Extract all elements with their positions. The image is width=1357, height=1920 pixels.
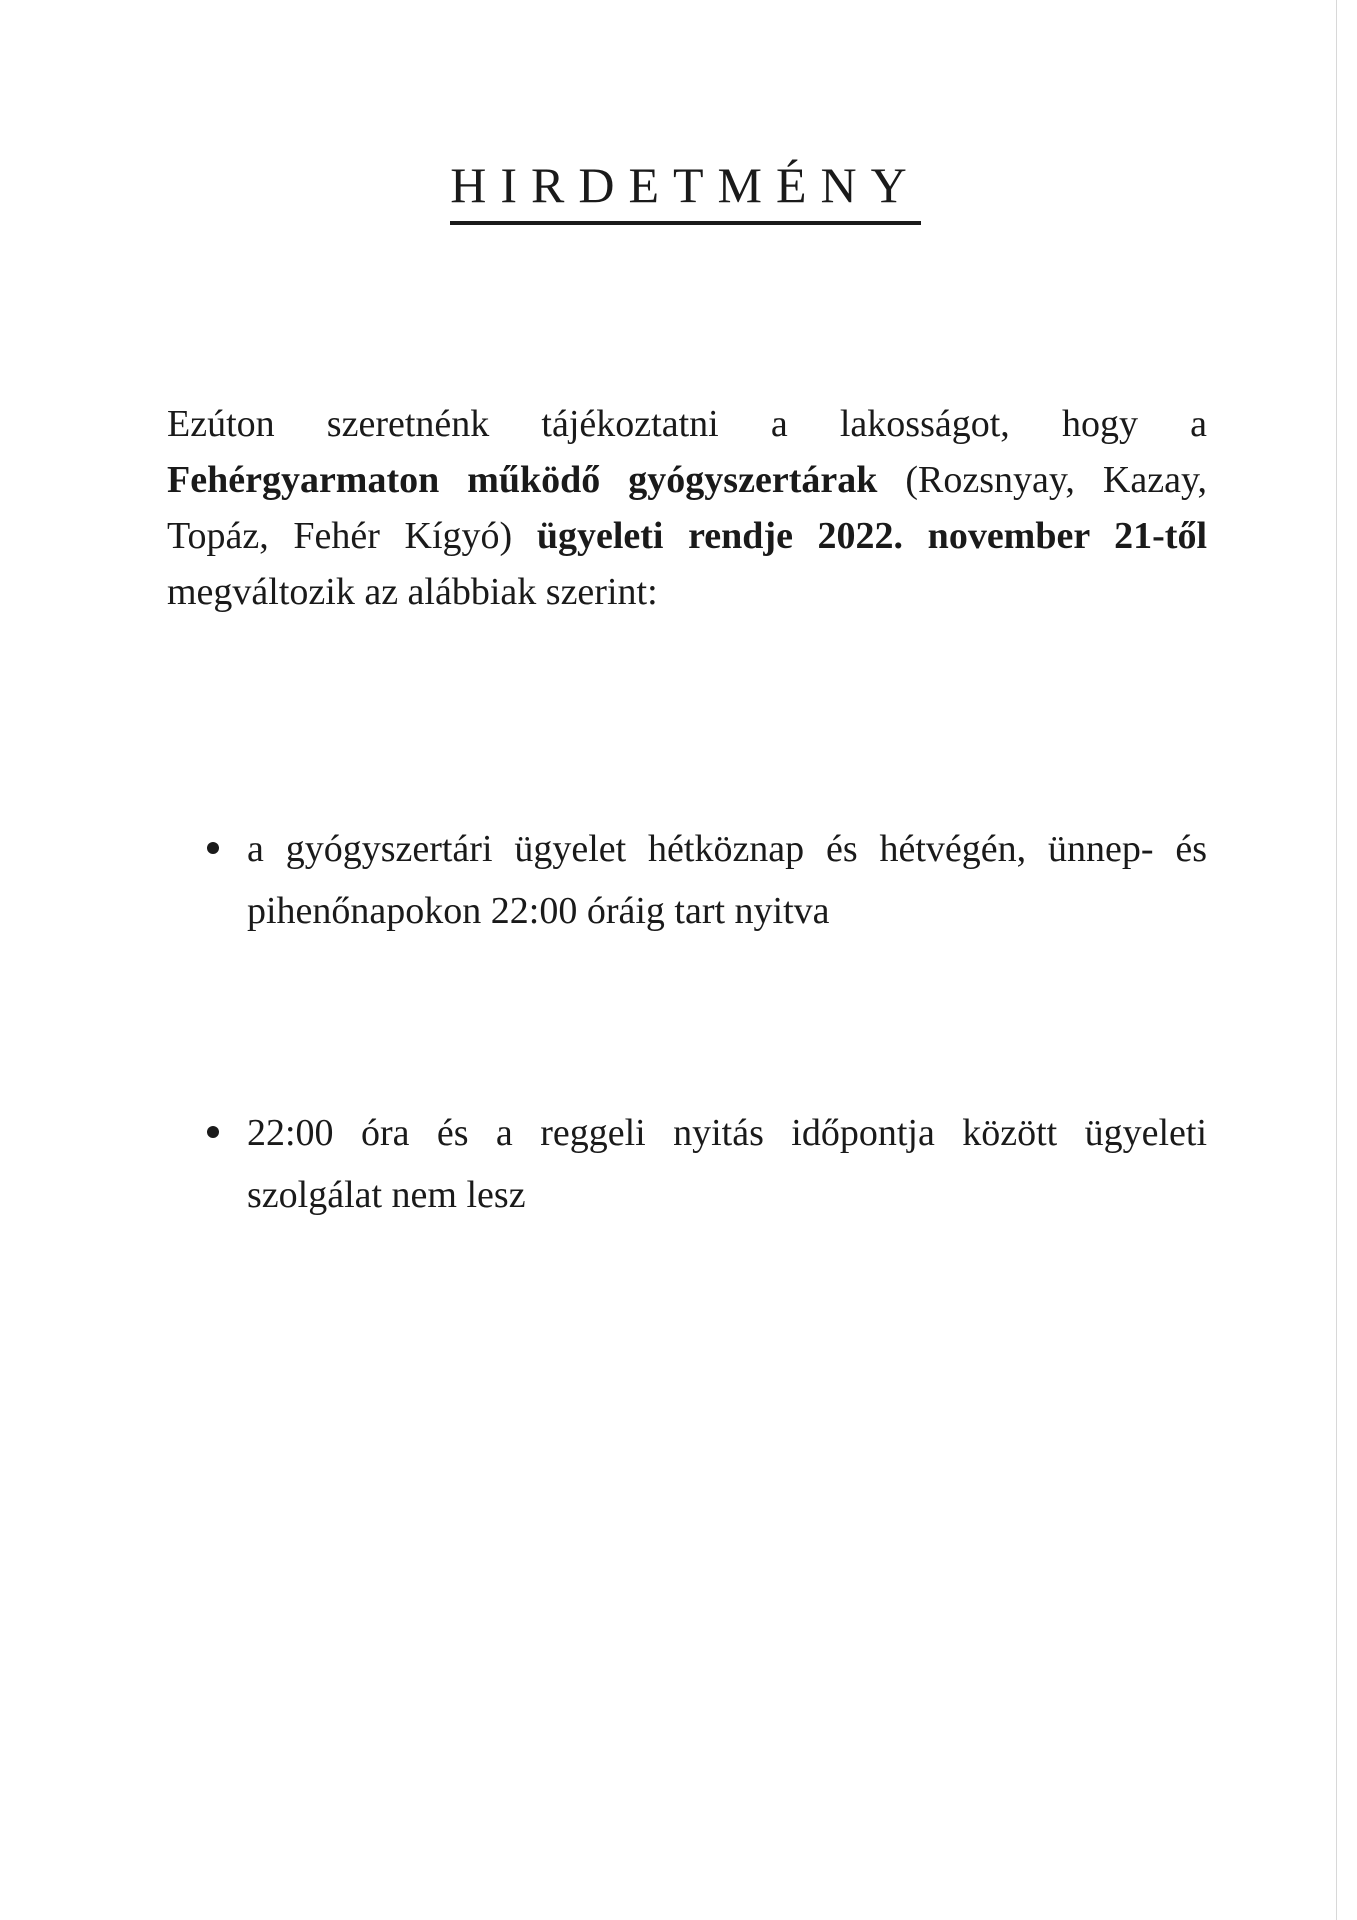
page-title <box>0 155 1357 225</box>
list-item-text: a gyógyszertári ügyelet hétköznap és hétvégén, ünnep- és pihenőnapokon 22:00 óráig tart nyitva <box>247 828 1207 932</box>
list-item-text: 22:00 óra és a reggeli nyitás időpontja között ügyeleti szolgálat nem lesz <box>247 1112 1207 1216</box>
list-item <box>207 1102 1207 1226</box>
intro-bold-2: ügyeleti rendje 2022. november 21-től <box>536 515 1208 557</box>
intro-text-3: megváltozik az alábbiak szerint: <box>167 571 658 613</box>
intro-bold-1: Fehérgyarmaton működő gyógyszertárak <box>167 459 878 501</box>
scan-edge-line <box>1336 0 1337 1920</box>
intro-paragraph <box>167 396 1207 620</box>
bullet-icon <box>207 1126 219 1138</box>
bullet-icon <box>207 842 219 854</box>
page-title-text: HIRDETMÉNY <box>450 155 921 225</box>
intro-text-1: Ezúton szeretnénk tájékoztatni a lakosságot, hogy a <box>167 403 1207 445</box>
list-item <box>207 818 1207 942</box>
intro-text-2: (Rozsnyay, Kazay, Topáz, Fehér Kígyó) <box>167 459 1207 557</box>
